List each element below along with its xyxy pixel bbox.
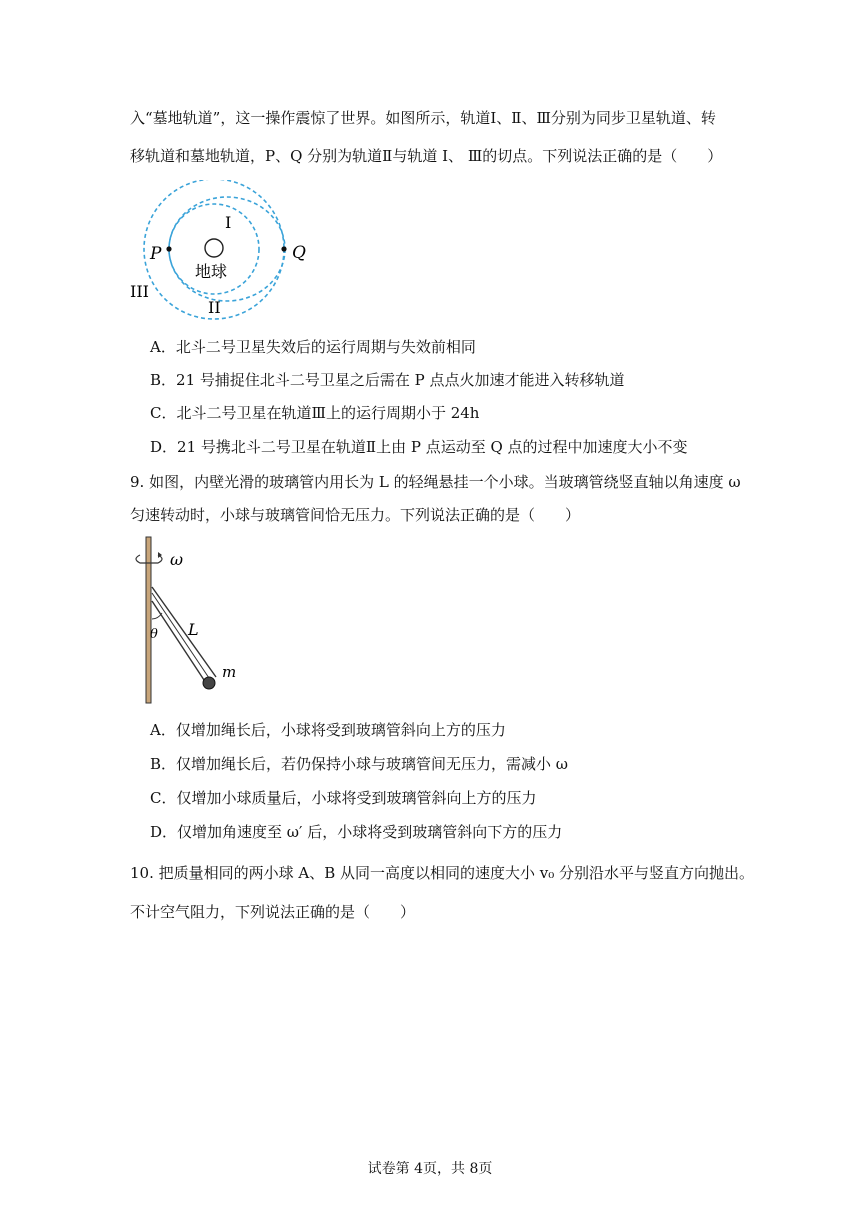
- label-earth: 地球: [195, 262, 228, 281]
- label-I: I: [225, 213, 232, 232]
- label-L: L: [188, 620, 199, 639]
- earth-circle: [205, 239, 223, 257]
- q8-option-c: C．北斗二号卫星在轨道Ⅲ上的运行周期小于 24h: [150, 404, 480, 422]
- label-P: P: [150, 244, 162, 264]
- label-Q: Q: [292, 243, 306, 263]
- q8-text-line1: 入“墓地轨道”，这一操作震惊了世界。如图所示，轨道Ⅰ、Ⅱ、Ⅲ分别为同步卫星轨道、转: [130, 109, 716, 127]
- q8-option-a: A．北斗二号卫星失效后的运行周期与失效前相同: [150, 338, 476, 356]
- q9-text-line2: 匀速转动时，小球与玻璃管间恰无压力。下列说法正确的是（ ）: [130, 506, 581, 524]
- point-Q-dot: [281, 246, 286, 251]
- orbit-diagram: [128, 180, 328, 325]
- label-II: II: [208, 298, 221, 317]
- point-P-dot: [166, 246, 171, 251]
- q10-text-line1: 10. 把质量相同的两小球 A、B 从同一高度以相同的速度大小 v₀ 分别沿水平与竖直方向抛出。: [130, 864, 755, 882]
- q8-option-d: D．21 号携北斗二号卫星在轨道Ⅱ上由 P 点运动至 Q 点的过程中加速度大小不变: [150, 438, 688, 456]
- q8-option-b: B．21 号捕捉住北斗二号卫星之后需在 P 点点火加速才能进入转移轨道: [150, 371, 625, 389]
- glass-tube-upper-wall: [152, 587, 216, 677]
- small-ball: [203, 677, 215, 689]
- q9-option-b: B．仅增加绳长后，若仍保持小球与玻璃管间无压力，需减小 ω: [150, 755, 569, 773]
- page-footer: 试卷第 4页，共 8页: [367, 1161, 493, 1177]
- string-L: [152, 593, 209, 678]
- vertical-axis-rod: [146, 537, 151, 703]
- label-omega: ω: [170, 550, 184, 569]
- q8-text-line2: 移轨道和墓地轨道，P、Q 分别为轨道Ⅱ与轨道 Ⅰ、 Ⅲ的切点。下列说法正确的是（ ）: [130, 147, 723, 165]
- label-III: III: [130, 282, 149, 301]
- label-theta: θ: [150, 627, 158, 642]
- q9-text-line1: 9. 如图，内壁光滑的玻璃管内用长为 L 的轻绳悬挂一个小球。当玻璃管绕竖直轴以角速度 ω: [130, 473, 741, 491]
- glass-tube-lower-wall: [152, 601, 206, 683]
- q9-option-c: C．仅增加小球质量后，小球将受到玻璃管斜向上方的压力: [150, 789, 537, 807]
- label-m: m: [222, 663, 237, 681]
- q10-text-line2: 不计空气阻力，下列说法正确的是（ ）: [130, 903, 416, 921]
- q9-option-a: A．仅增加绳长后，小球将受到玻璃管斜向上方的压力: [150, 721, 506, 739]
- q9-option-d: D．仅增加角速度至 ω′ 后，小球将受到玻璃管斜向下方的压力: [150, 823, 563, 841]
- tube-diagram: [118, 535, 248, 707]
